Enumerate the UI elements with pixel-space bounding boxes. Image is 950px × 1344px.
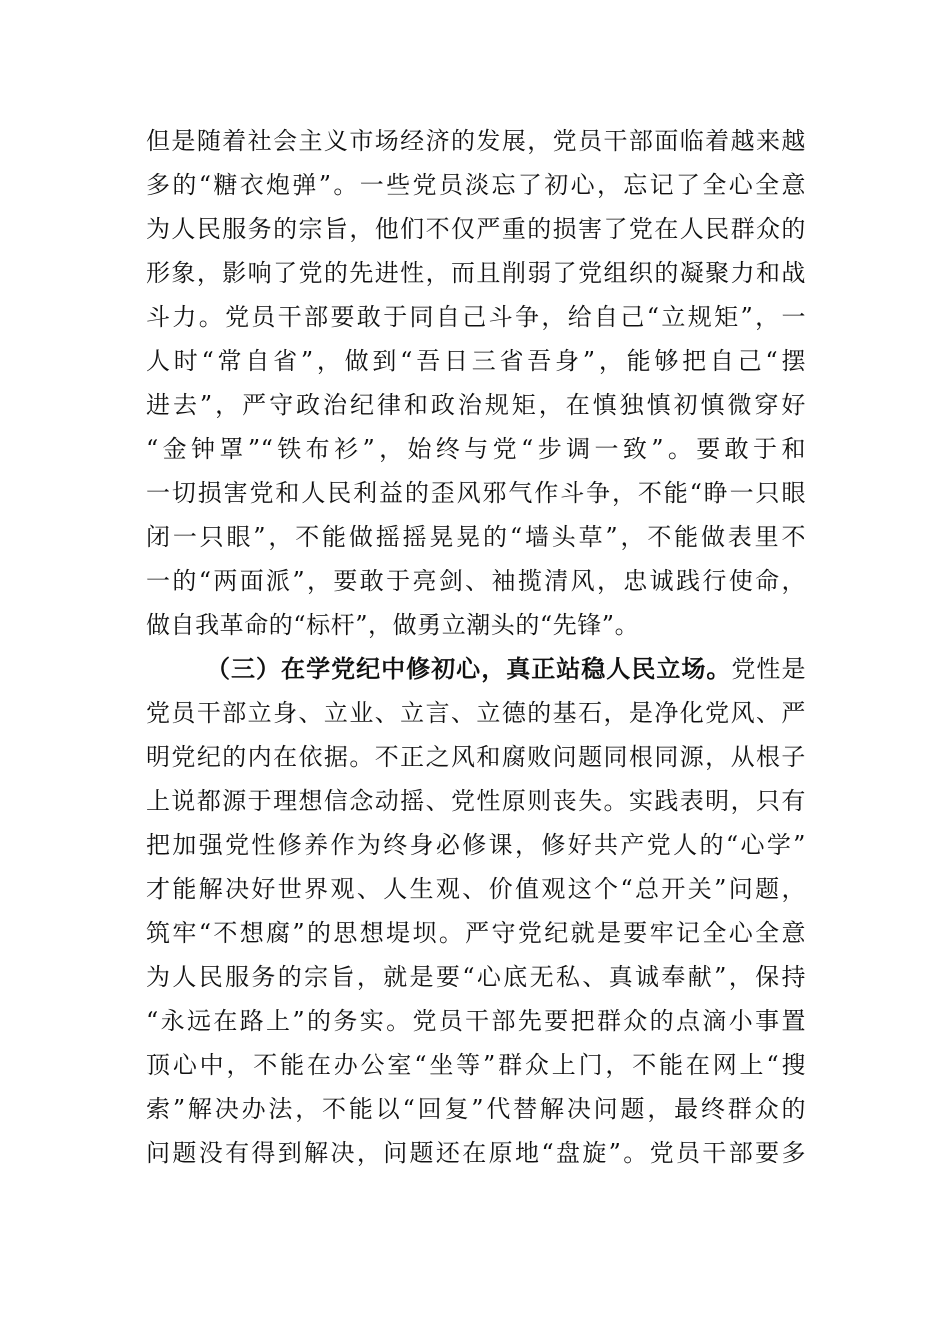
paragraph-1-line: 多的“糖衣炮弹”。一些党员淡忘了初心，忘记了全心全意 [146, 171, 806, 199]
paragraph-1-line: 形象，影响了党的先进性，而且削弱了党组织的凝聚力和战 [146, 259, 806, 287]
paragraph-2-line: 党员干部立身、立业、立言、立德的基石，是净化党风、严 [146, 699, 806, 727]
paragraph-1 [146, 119, 806, 647]
paragraph-1-line: 闭一只眼”，不能做摇摇晃晃的“墙头草”，不能做表里不 [146, 523, 806, 551]
paragraph-2-line: 把加强党性修养作为终身必修课，修好共产党人的“心学” [146, 831, 806, 859]
paragraph-2-line: 为人民服务的宗旨，就是要“心底无私、真诚奉献”，保持 [146, 963, 806, 991]
paragraph-1-line: 进去”，严守政治纪律和政治规矩，在慎独慎初慎微穿好 [146, 391, 806, 419]
paragraph-2-line: 明党纪的内在依据。不正之风和腐败问题同根同源，从根子 [146, 743, 806, 771]
paragraph-1-line: 为人民服务的宗旨，他们不仅严重的损害了党在人民群众的 [146, 215, 806, 243]
paragraph-2-line: 顶心中，不能在办公室“坐等”群众上门，不能在网上“搜 [146, 1051, 806, 1079]
paragraph-1-line: 一切损害党和人民利益的歪风邪气作斗争，不能“睁一只眼 [146, 479, 806, 507]
section-heading: （三）在学党纪中修初心，真正站稳人民立场。 [206, 654, 732, 683]
paragraph-2-line: 筑牢“不想腐”的思想堤坝。严守党纪就是要牢记全心全意 [146, 919, 806, 947]
paragraph-2-line: 索”解决办法，不能以“回复”代替解决问题，最终群众的 [146, 1095, 806, 1123]
paragraph-2-first-line-rest: 党性是 [731, 655, 806, 683]
paragraph-2-line: “永远在路上”的务实。党员干部先要把群众的点滴小事置 [146, 1007, 806, 1035]
paragraph-1-line: 斗力。党员干部要敢于同自己斗争，给自己“立规矩”，一 [146, 303, 806, 331]
paragraph-1-line: “金钟罩”“铁布衫”，始终与党“步调一致”。要敢于和 [146, 435, 806, 463]
paragraph-1-line: 做自我革命的“标杆”，做勇立潮头的“先锋”。 [146, 611, 640, 639]
paragraph-2 [146, 647, 806, 1175]
paragraph-2-line: 问题没有得到解决，问题还在原地“盘旋”。党员干部要多 [146, 1139, 806, 1167]
paragraph-1-line: 人时“常自省”，做到“吾日三省吾身”，能够把自己“摆 [146, 347, 806, 375]
paragraph-1-line: 一的“两面派”，要敢于亮剑、袖揽清风，忠诚践行使命， [146, 567, 806, 595]
paragraph-2-first-line [146, 647, 806, 691]
paragraph-2-line: 才能解决好世界观、人生观、价值观这个“总开关”问题， [146, 875, 806, 903]
paragraph-1-line: 但是随着社会主义市场经济的发展，党员干部面临着越来越 [146, 127, 806, 155]
paragraph-2-line: 上说都源于理想信念动摇、党性原则丧失。实践表明，只有 [146, 787, 806, 815]
